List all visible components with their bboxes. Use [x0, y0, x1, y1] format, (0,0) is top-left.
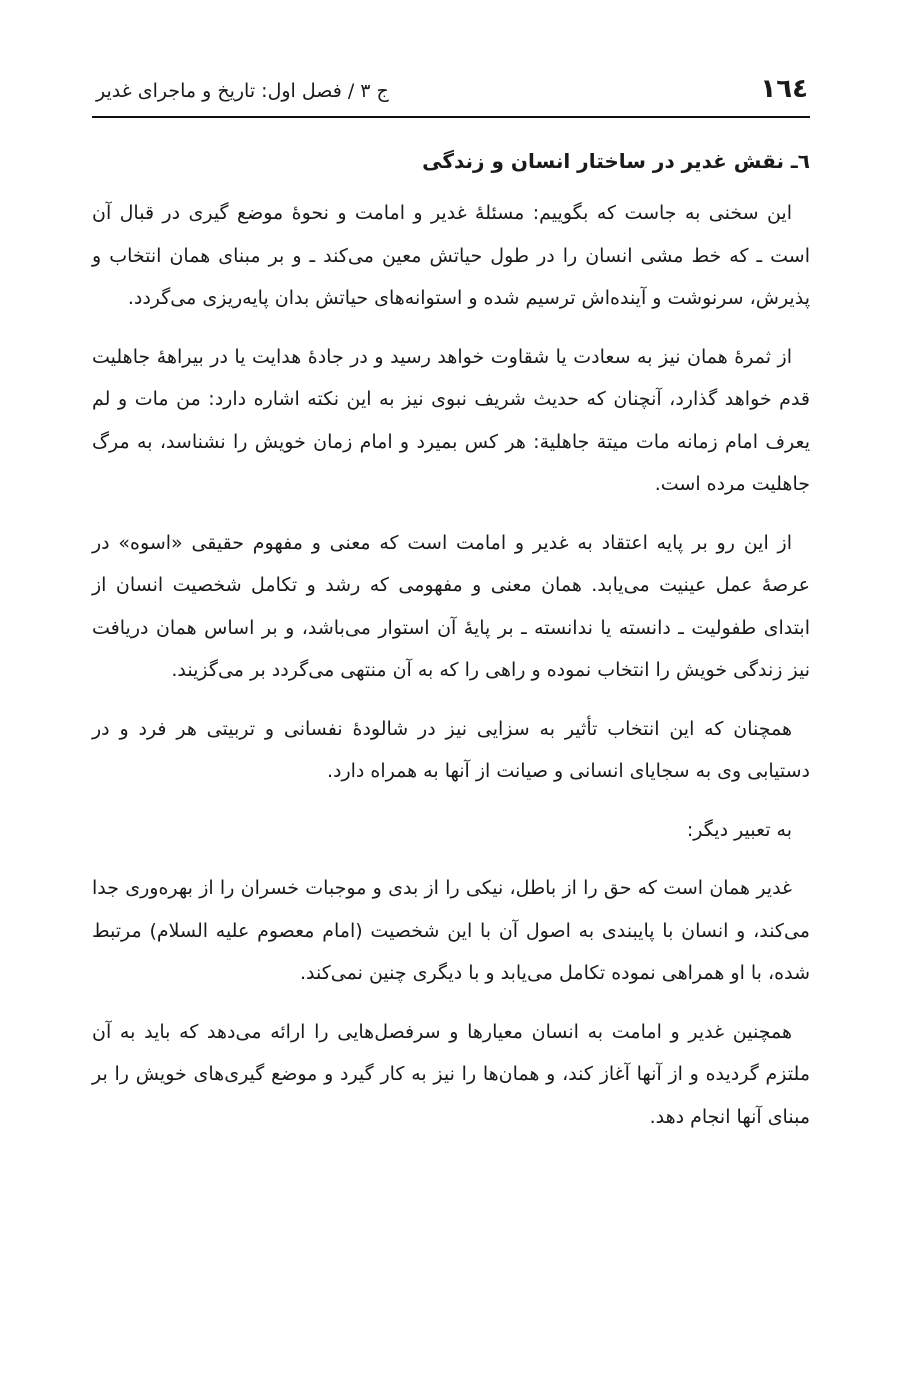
- page-number: ١٦٤: [760, 74, 808, 104]
- page-body: [92, 140, 810, 1154]
- paragraph-1: این سخنی به جاست که بگوییم: مسئلهٔ غدیر و امامت و نحوهٔ موضع گیری در قبال آن است ـ که خط مشی انسان را در طول حیاتش معین می‌کند ـ و بر مبنای همان انتخاب و پذیرش، سرنوشت و آینده‌اش ترسیم شده و استوانه‌های حیاتش بدان پایه‌ریزی می‌گردد.: [92, 202, 810, 309]
- header-divider: [92, 116, 810, 118]
- paragraph-5: به تعبیر دیگر:: [686, 818, 792, 841]
- running-head: ج ٣ / فصل اول: تاریخ و ماجرای غدیر: [96, 80, 389, 102]
- paragraph-2: از ثمرهٔ همان نیز به سعادت یا شقاوت خواهد رسید و در جادهٔ هدایت یا در بیراههٔ جاهلیت قدم خواهد گذارد، آنچنان که حدیث شریف نبوی نیز به این نکته اشاره دارد: من مات و لم یعرف امام زمانه مات میتة جاهلیة: هر کس بمیرد و امام زمان خویش را نشناسد، به مرگ جاهلیت مرده است.: [92, 345, 810, 495]
- page-header: [92, 68, 810, 114]
- paragraph-4: همچنان که این انتخاب تأثیر به سزایی نیز در شالودهٔ نفسانی و تربیتی هر فرد و در دستیابی وی به سجایای انسانی و صیانت از آنها به همراه دارد.: [92, 717, 810, 782]
- paragraph-6: غدیر همان است که حق را از باطل، نیکی را از بدی و موجبات خسران را از بهره‌وری جدا می‌کند، و انسان با پایبندی به اصول آن با این شخصیت (امام معصوم علیه السلام) مرتبط شده، با او همراهی نموده تکامل می‌یابد و با دیگری چنین نمی‌کند.: [92, 877, 810, 984]
- book-page: [92, 0, 810, 1390]
- paragraph-7: همچنین غدیر و امامت به انسان معیارها و سرفصل‌هایی را ارائه می‌دهد که باید به آن ملتزم گردیده و از آنها آغاز کند، و همان‌ها را نیز به کار گیرد و موضع گیری‌های خویش را بر مبنای آنها انجام دهد.: [92, 1020, 810, 1128]
- paragraph-3: از این رو بر پایه اعتقاد به غدیر و امامت است که معنی و مفهوم حقیقی «اسوه» در عرصهٔ عمل عینیت می‌یابد. همان معنی و مفهومی که رشد و تکامل شخصیت انسان از ابتدای طفولیت ـ دانسته یا ندانسته ـ بر پایهٔ آن استوار می‌باشد، و بر اساس همان دریافت نیز زندگی خویش را انتخاب نموده و راهی را که به آن منتهی می‌گردد بر می‌گزیند.: [92, 531, 810, 681]
- section-heading: ٦ـ نقش غدیر در ساختار انسان و زندگی: [422, 149, 810, 173]
